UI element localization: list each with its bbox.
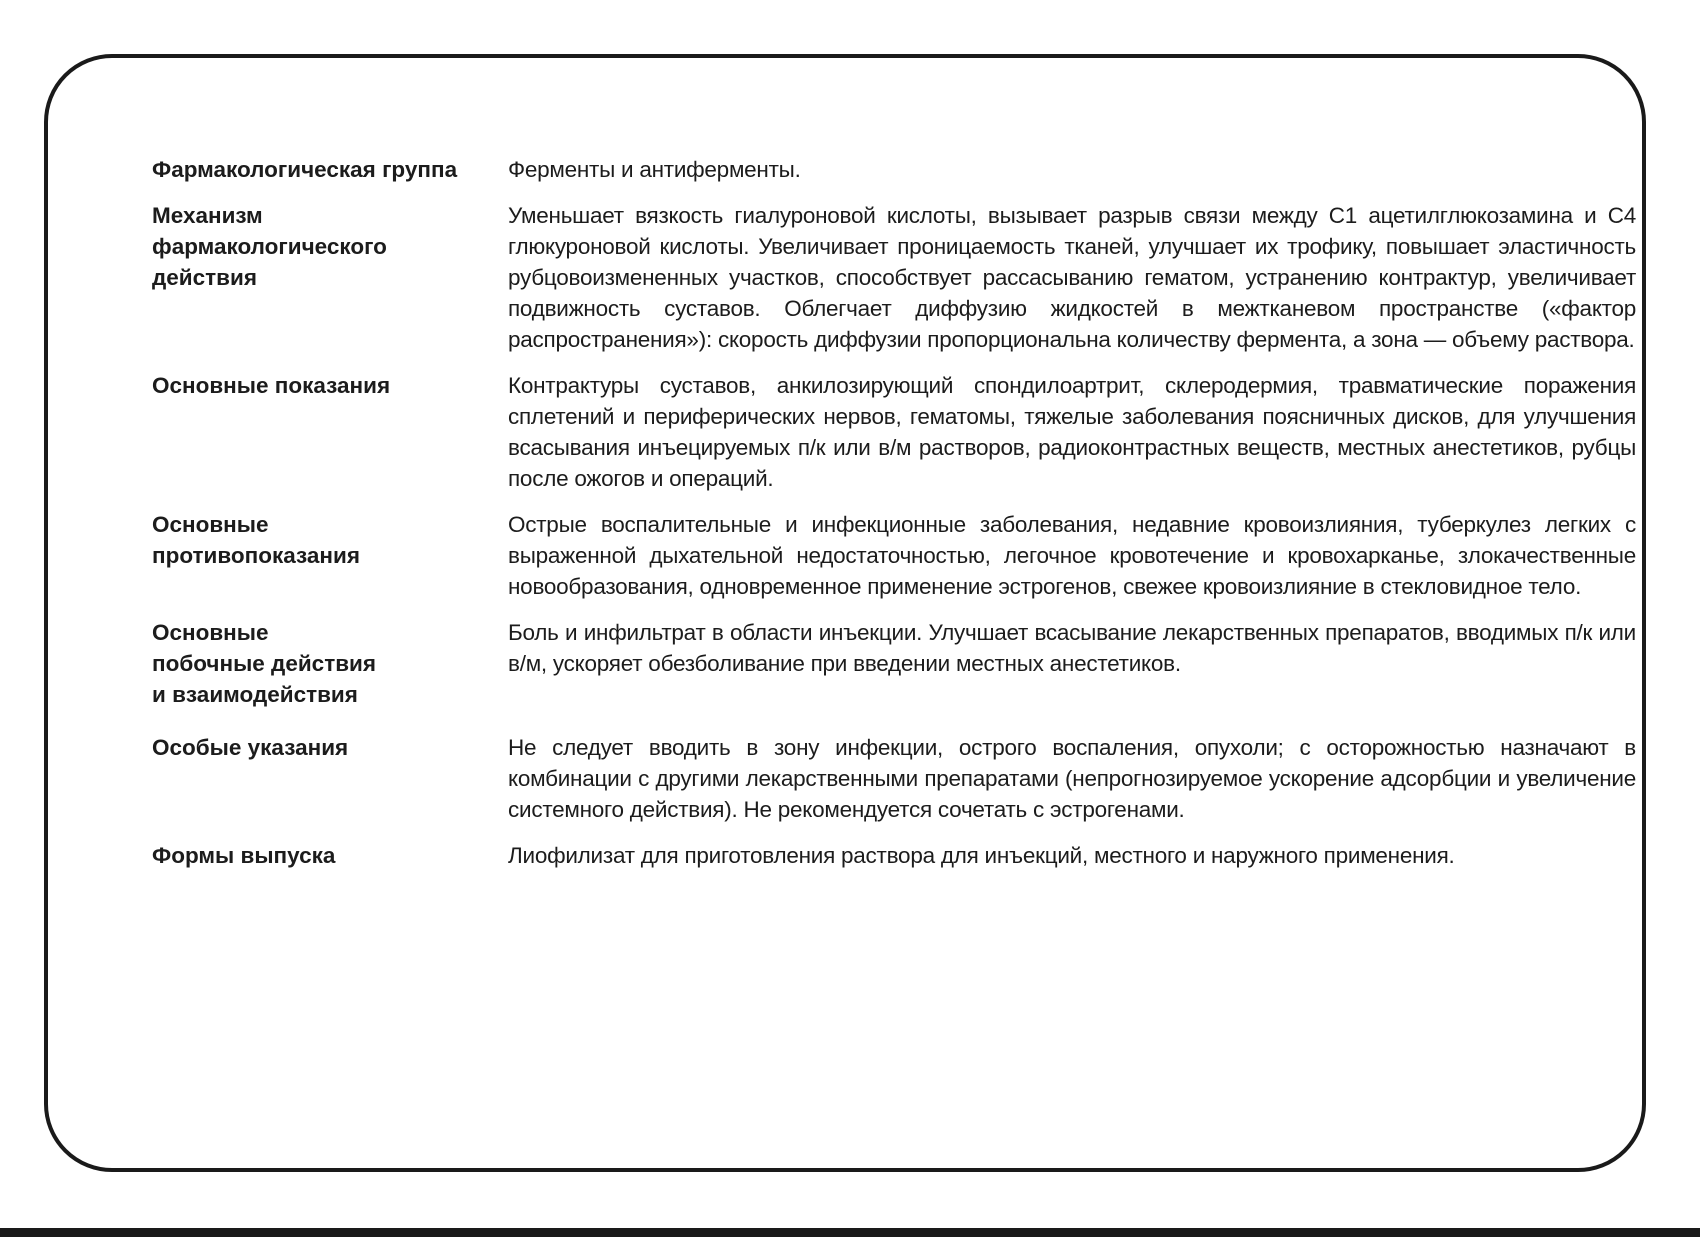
row-label: Особые указания — [152, 735, 349, 760]
row-value: Уменьшает вязкость гиалуроновой кислоты, вызывает разрыв связи между С1 ацетилглюкозамина и С4 глюкуроновой кислоты. Увеличивает проницаемость тканей, улучшает их трофику, повышает эластичность рубцовоизмененных участков, способствует рассасыванию гематом, устранению контрактур, увеличивает подвижность суставов. Облегчает диффузию жидкостей в межтканевом пространстве («фактор распространения»): скорость диффузии пропорциональна количеству фермента, а зона — объему раствора. — [508, 203, 1636, 352]
drug-info-card — [44, 54, 1646, 1172]
row-value: Боль и инфильтрат в области инъекции. Улучшает всасывание лекарственных препаратов, вводимых п/к или в/м, ускоряет обезболивание при введении местных анестетиков. — [508, 620, 1636, 676]
row-release-forms — [152, 840, 1642, 871]
row-label: Основные побочные действия и взаимодействия — [152, 620, 377, 707]
row-special-instructions — [152, 732, 1642, 825]
row-label: Механизм фармакологического действия — [152, 203, 387, 290]
row-value: Контрактуры суставов, анкилозирующий спондилоартрит, склеродермия, травматические поражения сплетений и периферических нервов, гематомы, тяжелые заболевания поясничных дисков, для улучшения всасывания инъецируемых п/к или в/м растворов, радиоконтрастных веществ, местных анестетиков, рубцы после ожогов и операций. — [508, 373, 1636, 491]
row-label: Основные противопоказания — [152, 512, 360, 568]
row-value: Ферменты и антиферменты. — [508, 157, 801, 182]
row-contraindications — [152, 509, 1642, 602]
row-label: Формы выпуска — [152, 843, 336, 868]
row-pharmacological-group — [152, 154, 1642, 185]
drug-info-table — [152, 154, 1642, 886]
bottom-edge-strip — [0, 1228, 1700, 1237]
row-value: Лиофилизат для приготовления раствора для инъекций, местного и наружного применения. — [508, 843, 1455, 868]
row-mechanism — [152, 200, 1642, 355]
row-value: Острые воспалительные и инфекционные заболевания, недавние кровоизлияния, туберкулез легких с выраженной дыхательной недостаточностью, легочное кровотечение и кровохарканье, злокачественные новообразования, одновременное применение эстрогенов, свежее кровоизлияние в стекловидное тело. — [508, 512, 1636, 599]
row-label: Основные показания — [152, 373, 391, 398]
row-label: Фармакологическая группа — [152, 157, 458, 182]
row-side-effects — [152, 617, 1642, 710]
row-value: Не следует вводить в зону инфекции, острого воспаления, опухоли; с осторожностью назначают в комбинации с другими лекарственными препаратами (непрогнозируемое ускорение адсорбции и увеличение системного действия). Не рекомендуется сочетать с эстрогенами. — [508, 735, 1636, 822]
row-indications — [152, 370, 1642, 494]
